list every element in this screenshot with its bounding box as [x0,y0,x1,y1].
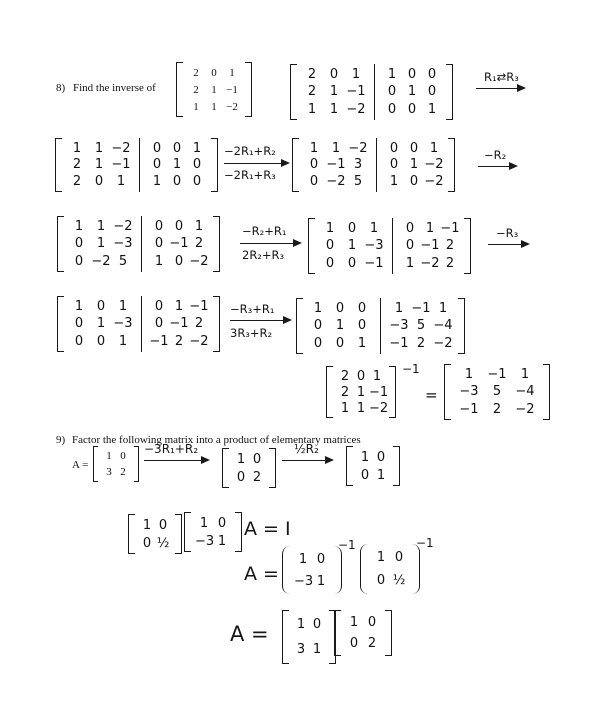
matrix-entry: 0 [309,174,319,190]
matrix-entry: −2 [348,140,368,156]
matrix-entry: 1 [387,67,397,83]
augmented-matrix-step-5 [308,218,471,274]
matrix-entry: 2 [252,469,262,485]
matrix-entry: 1 [360,449,370,465]
matrix-entry: −3 [389,318,409,334]
matrix-entry: −1 [440,221,460,237]
inverse-product-lhs: A = [244,563,279,585]
matrix-entry: −1 [389,335,409,351]
matrix-entry: 0 [409,140,419,156]
matrix-entry: 1 [372,368,382,384]
matrix-entry: 1 [464,367,474,383]
matrix-entry: 1 [96,236,106,252]
matrix-entry: 1 [118,299,128,315]
matrix-entry: −2 [515,401,535,417]
augmented-matrix-step-6 [57,296,220,352]
matrix-entry: 1 [369,221,379,237]
matrix-entry: 1 [96,316,106,332]
matrix-entry: 0 [74,253,84,269]
matrix-entry: 0 [154,299,164,315]
matrix-entry: 1 [405,255,415,271]
matrix-entry: 2 [492,401,502,417]
matrix-entry: 2 [416,335,426,351]
augmented-matrix-step-4 [57,216,220,272]
matrix-a-label: A = [72,459,89,471]
matrix-entry: −2 [326,174,346,190]
matrix-entry: 1 [199,515,209,531]
matrix-entry: −1 [226,83,238,96]
row-op-label-3: −R₂ [484,148,507,162]
matrix-entry: −1 [169,316,189,332]
matrix-entry: −1 [420,238,440,254]
matrix-entry: 2 [194,236,204,252]
matrix-entry: 0 [252,451,262,467]
matrix-entry: 1 [193,100,199,113]
matrix-entry: 1 [211,83,217,96]
matrix-entry: −1 [487,367,507,383]
matrix-entry: 1 [349,615,359,630]
matrix-entry: −3 [113,316,133,332]
matrix-entry: 1 [172,157,182,173]
matrix-entry: 1 [356,384,366,400]
matrix-entry: 0 [74,236,84,252]
matrix-entry: 0 [316,551,326,567]
matrix-entry: 3 [106,466,112,478]
row-op-swap-label: R₁⇄R₃ [484,70,519,84]
matrix-entry: 1 [154,253,164,269]
matrix-entry: 1 [329,101,339,117]
matrix-entry: 0 [329,67,339,83]
matrix-entry: −2 [113,219,133,235]
matrix-entry: 1 [312,642,322,657]
row-op-arrow-3 [478,148,518,172]
matrix-entry: 1 [325,221,335,237]
matrix-entry: 2 [120,466,126,478]
matrix-entry: 1 [429,140,439,156]
inverse-factor-2 [360,544,420,594]
intermediate-matrix-1 [222,448,276,488]
matrix-entry: 1 [409,157,419,173]
matrix-entry: 0 [387,101,397,117]
matrix-entry: 2 [445,255,455,271]
matrix-entry: 0 [154,236,164,252]
matrix-entry: 0 [335,301,345,317]
matrix-entry: 1 [296,617,306,632]
matrix-entry: 0 [142,535,152,551]
matrix-entry: 1 [427,101,437,117]
matrix-entry: 0 [409,174,419,190]
matrix-entry: 0 [96,333,106,349]
matrix-entry: 1 [335,318,345,334]
problem-9-number: 9) [56,434,66,446]
matrix-entry: 2 [174,333,184,349]
matrix-entry: 0 [154,316,164,332]
final-factor-2 [334,610,392,656]
matrix-entry: −2 [433,335,453,351]
row-op-arrow-9b [282,442,334,466]
matrix-entry: 0 [427,67,437,83]
matrix-entry: 0 [309,157,319,173]
matrix-entry: 0 [313,335,323,351]
matrix-entry: −3 [364,238,384,254]
matrix-entry: 1 [407,84,417,100]
matrix-entry: 1 [194,219,204,235]
matrix-entry: 0 [325,238,335,254]
inverse-exponent: −1 [402,362,420,376]
row-op-arrow-4 [240,224,302,262]
matrix-entry: 0 [405,221,415,237]
matrix-entry: 2 [193,83,199,96]
matrix-entry: 0 [387,84,397,100]
matrix-entry: 0 [313,318,323,334]
matrix-entry: −1 [369,384,389,400]
matrix-entry: 0 [325,255,335,271]
matrix-entry: 2 [194,316,204,332]
row-op-label-4a: −R₂+R₁ [242,224,287,238]
matrix-entry: 0 [312,617,322,632]
matrix-entry: 1 [376,550,386,565]
problem-8-prompt: Find the inverse of [73,82,156,94]
augmented-matrix-step-1 [290,64,453,120]
matrix-entry: 0 [347,221,357,237]
matrix-entry: 1 [74,219,84,235]
matrix-entry: 1 [340,400,350,416]
matrix-entry: 1 [74,299,84,315]
matrix-entry: 0 [211,66,217,79]
matrix-entry: 3 [353,157,363,173]
matrix-entry: 1 [316,573,326,589]
matrix-entry: 1 [438,301,448,317]
matrix-entry: 0 [356,368,366,384]
matrix-entry: −1 [326,157,346,173]
original-matrix-inverse [326,366,396,418]
matrix-entry: 0 [96,299,106,315]
matrix-entry: 0 [192,157,202,173]
matrix-entry: 1 [174,299,184,315]
matrix-entry: 0 [174,253,184,269]
matrix-entry: 1 [520,367,530,383]
matrix-entry: −2 [424,157,444,173]
matrix-entry: 0 [376,573,386,588]
matrix-entry: 0 [394,550,404,565]
inverse-exponent-factor-1: −1 [338,538,356,552]
matrix-entry: 1 [211,100,217,113]
final-factor-1 [282,610,336,664]
matrix-entry: 2 [72,157,82,173]
matrix-entry: 5 [118,253,128,269]
row-op-label-2a: −2R₁+R₂ [224,144,276,158]
matrix-entry: 1 [389,174,399,190]
matrix-entry: 0 [357,301,367,317]
elementary-matrix-e2 [128,514,182,554]
matrix-entry: −1 [189,299,209,315]
row-op-arrow-5 [488,226,530,250]
matrix-entry: 1 [356,400,366,416]
matrix-entry: 1 [313,301,323,317]
matrix-entry: 2 [445,238,455,254]
inverse-exponent-factor-2: −1 [416,536,434,550]
matrix-entry: −2 [346,101,366,117]
matrix-entry: 0 [360,467,370,483]
matrix-entry: −1 [346,84,366,100]
matrix-entry: 0 [192,174,202,190]
matrix-entry: 1 [309,140,319,156]
matrix-entry: 5 [492,384,502,400]
matrix-entry: 1 [347,238,357,254]
matrix-entry: 0 [367,615,377,630]
matrix-entry: −4 [515,384,535,400]
matrix-entry: 0 [407,67,417,83]
matrix-entry: −2 [369,400,389,416]
matrix-entry: −1 [169,236,189,252]
matrix-entry: −3 [113,236,133,252]
augmented-matrix-step-7 [296,298,465,354]
matrix-entry: −3 [459,384,479,400]
row-op-arrow-2 [224,144,290,182]
matrix-entry: 1 [94,140,104,156]
matrix-entry: 0 [405,238,415,254]
matrix-entry: 0 [357,318,367,334]
row-op-label-9a: −3R₁+R₂ [144,442,199,456]
matrix-entry: −2 [424,174,444,190]
inverse-factor-1 [282,546,342,594]
problem-9-prompt: Factor the following matrix into a product of elementary matrices [72,434,361,446]
row-op-label-6b: 3R₃+R₂ [230,326,273,340]
matrix-entry: 0 [172,140,182,156]
matrix-entry: −1 [411,301,431,317]
matrix-entry: 0 [427,84,437,100]
matrix-entry: −2 [91,253,111,269]
matrix-entry: 0 [407,101,417,117]
matrix-entry: −1 [459,401,479,417]
matrix-entry: 2 [307,84,317,100]
matrix-entry: 1 [425,221,435,237]
matrix-entry: 0 [335,335,345,351]
matrix-entry: 2 [72,174,82,190]
matrix-entry: −2 [111,140,131,156]
matrix-entry: 1 [298,551,308,567]
inverse-result-matrix [444,364,550,420]
matrix-entry: 2 [340,368,350,384]
matrix-entry: −4 [433,318,453,334]
matrix-entry: −2 [420,255,440,271]
matrix-entry: 3 [296,642,306,657]
identity-matrix [346,446,400,486]
matrix-entry: −3 [195,533,215,549]
matrix-entry: 1 [116,174,126,190]
matrix-entry: 2 [340,384,350,400]
matrix-entry: 0 [154,219,164,235]
matrix-entry: 0 [152,140,162,156]
matrix-entry: 1 [217,533,227,549]
matrix-entry: 2 [367,636,377,651]
matrix-entry: −1 [149,333,169,349]
row-op-label-2b: −2R₁+R₃ [224,168,276,182]
matrix-entry: 0 [120,450,126,462]
matrix-entry: 0 [389,157,399,173]
matrix-entry: 1 [72,140,82,156]
matrix-entry: 0 [158,517,168,533]
row-op-arrow-6 [230,304,292,340]
matrix-entry: 5 [416,318,426,334]
matrix-entry: 1 [94,157,104,173]
matrix-entry: 1 [357,335,367,351]
matrix-entry: 0 [376,449,386,465]
matrix-entry: 1 [236,451,246,467]
matrix-entry: 1 [106,450,112,462]
matrix-entry: 1 [152,174,162,190]
matrix-entry: −3 [294,573,314,589]
matrix-entry: 2 [193,66,199,79]
matrix-entry: 1 [351,67,361,83]
matrix-entry: 0 [174,219,184,235]
matrix-entry: −1 [111,157,131,173]
row-op-label-9b: ½R₂ [294,442,319,456]
matrix-entry: 1 [192,140,202,156]
matrix-entry: 0 [94,174,104,190]
matrix-entry: 2 [307,67,317,83]
matrix-a [93,446,139,482]
final-product-lhs: A = [230,622,269,646]
row-op-arrow-1 [476,70,526,96]
matrix-entry: 0 [152,157,162,173]
matrix-entry: 0 [389,140,399,156]
matrix-entry: ½ [392,573,406,588]
a-equals-identity: A = I [244,518,291,540]
matrix-entry: 0 [236,469,246,485]
matrix-entry: 0 [217,515,227,531]
matrix-entry: 1 [376,467,386,483]
matrix-entry: −2 [226,100,238,113]
matrix-entry: −1 [364,255,384,271]
row-op-arrow-9a [144,442,210,466]
matrix-entry: 0 [172,174,182,190]
matrix-entry: 1 [331,140,341,156]
matrix-entry: 1 [229,66,235,79]
matrix-entry: 0 [349,636,359,651]
matrix-entry: 1 [96,219,106,235]
matrix-entry: 0 [74,333,84,349]
equals-sign: = [425,386,438,404]
matrix-entry: −2 [189,253,209,269]
row-op-label-4b: 2R₂+R₃ [242,248,285,262]
row-op-label-5: −R₃ [496,226,519,240]
matrix-entry: 0 [347,255,357,271]
matrix-entry: 1 [118,333,128,349]
matrix-entry: 1 [307,101,317,117]
row-op-label-6a: −R₃+R₁ [230,302,275,316]
matrix-entry: 1 [142,517,152,533]
augmented-matrix-step-3 [292,138,455,192]
matrix-entry: 1 [329,84,339,100]
problem-8-number: 8) [56,82,66,94]
given-matrix [176,62,252,117]
augmented-matrix-step-2 [55,138,218,192]
matrix-entry: 0 [74,316,84,332]
matrix-entry: 1 [394,301,404,317]
elementary-matrix-e1 [184,512,242,552]
matrix-entry: −2 [189,333,209,349]
matrix-entry: ½ [156,535,170,551]
matrix-entry: 5 [353,174,363,190]
